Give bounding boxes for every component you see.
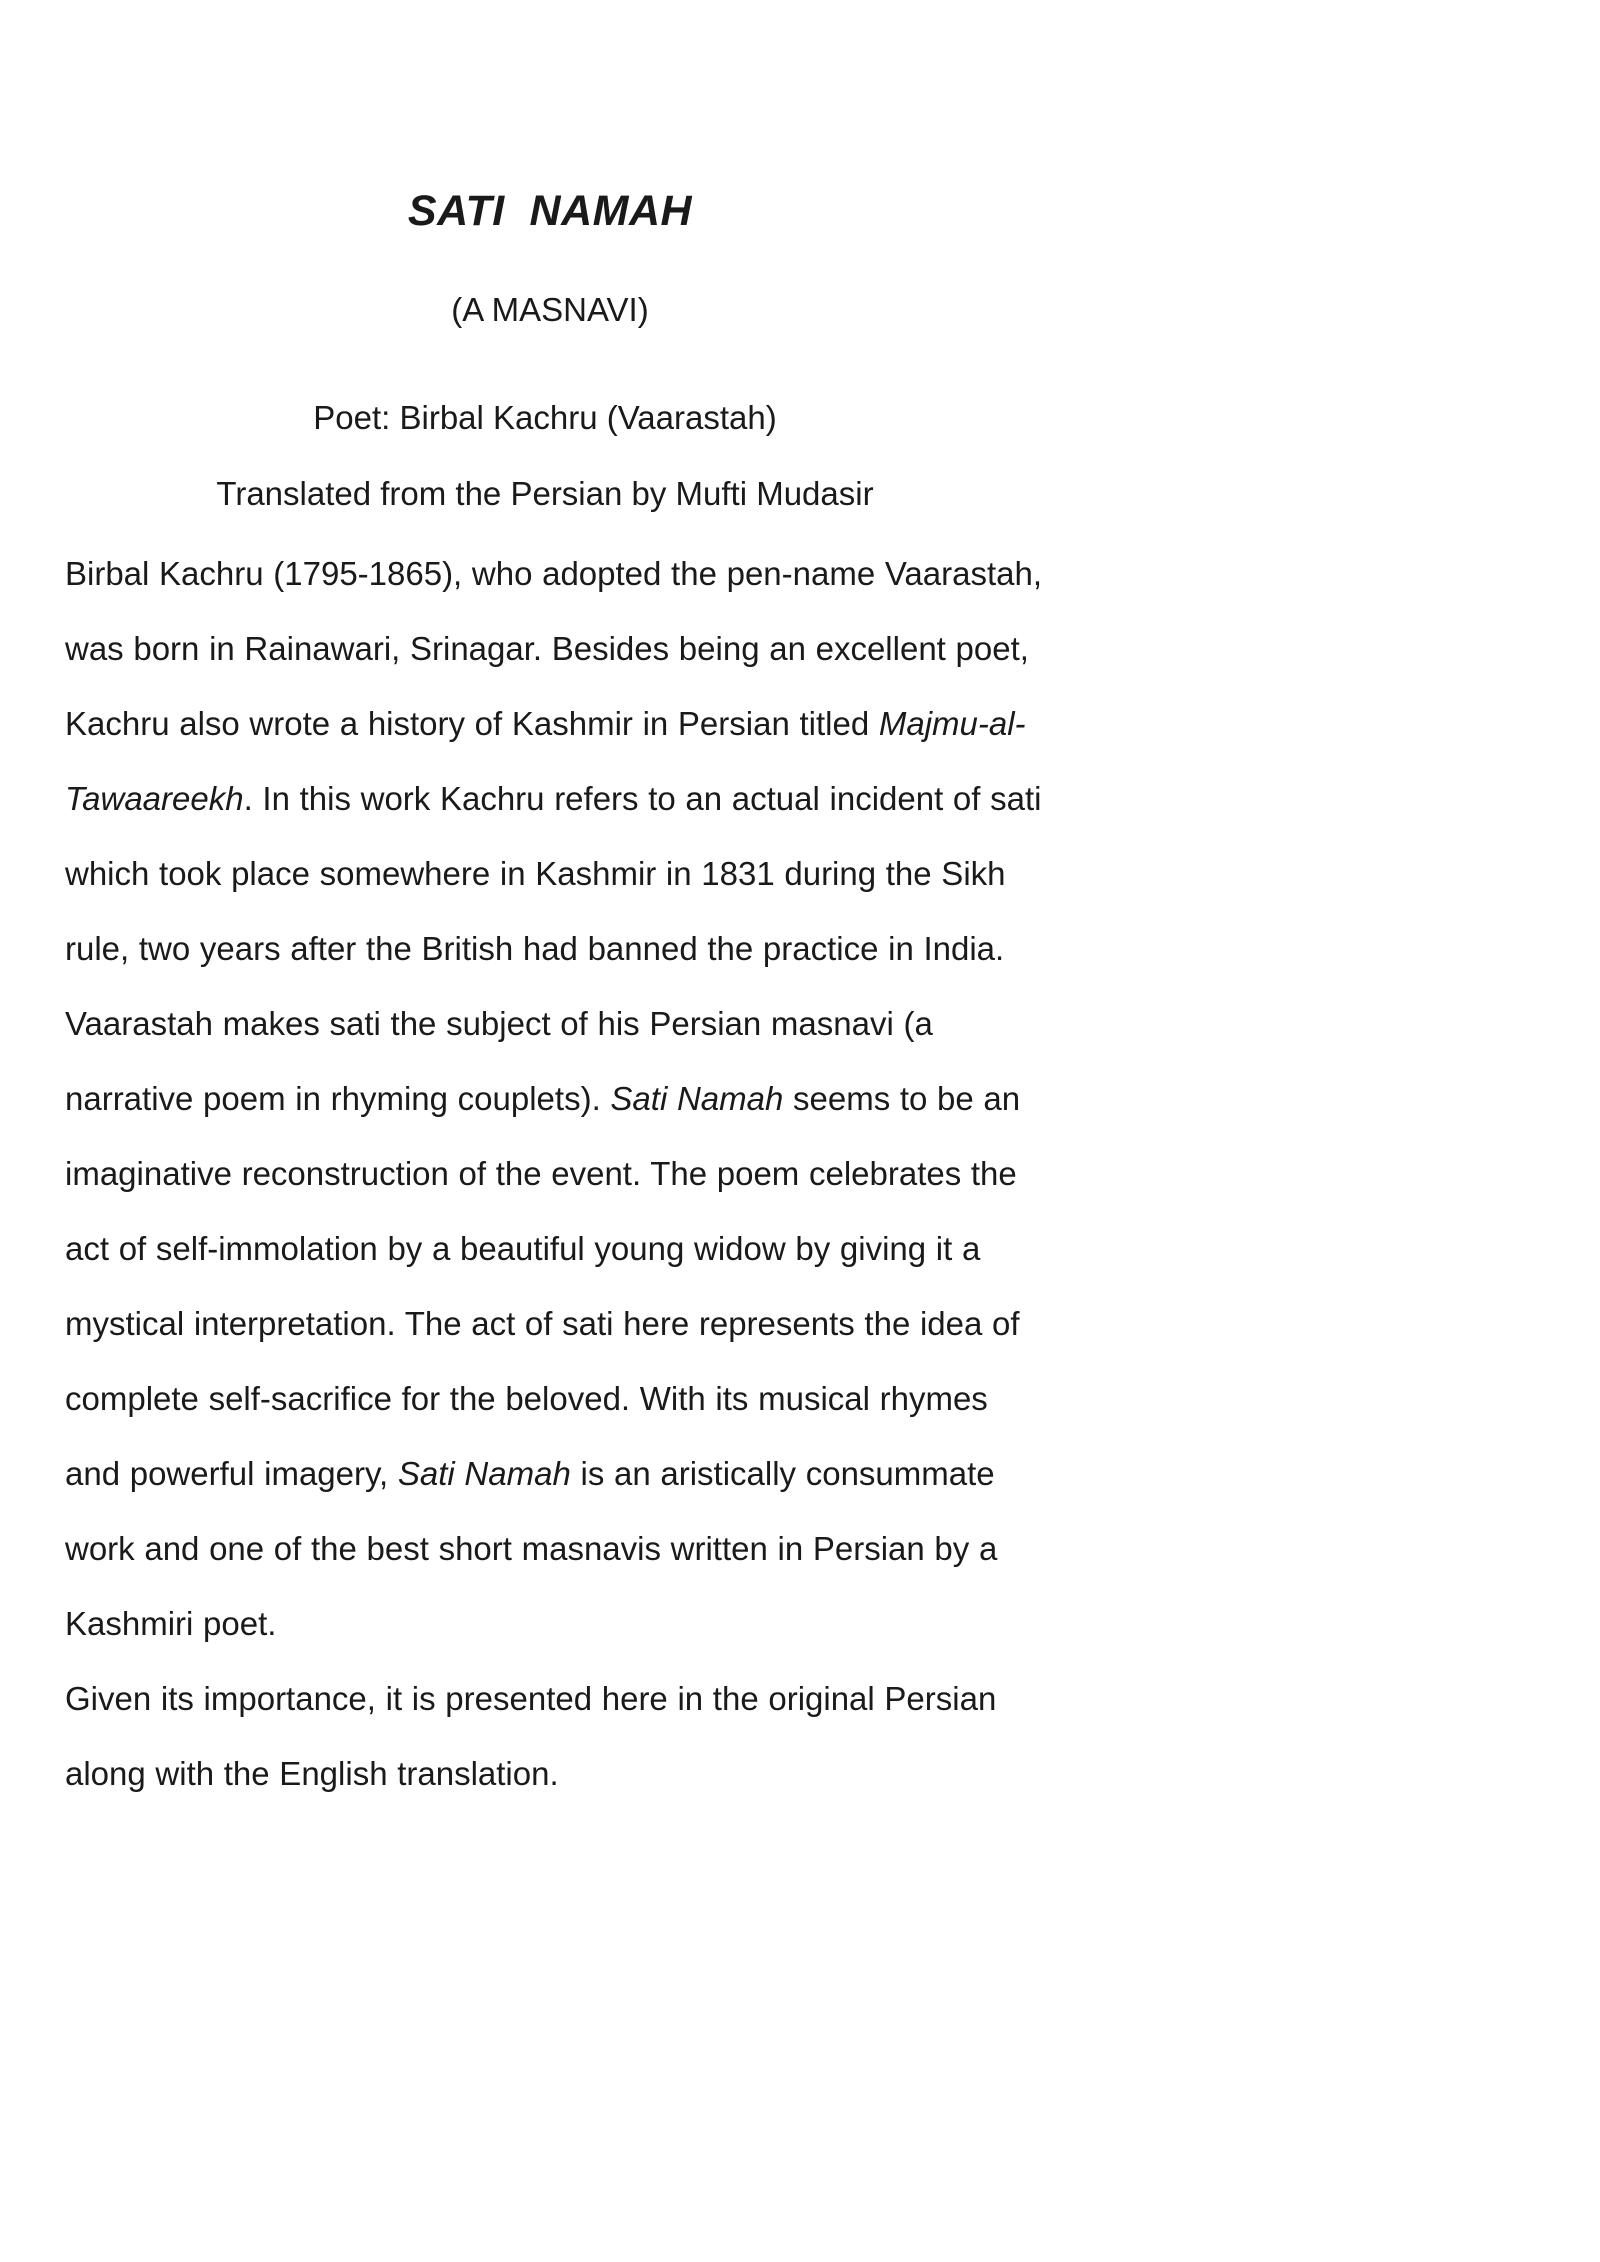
paragraph-run-3: seems to be an imaginative reconstruction of the event. The poem celebrates the act of self-immolation by a beautiful young widow by giving it a mystical interpretation. The act of sati here represents the idea of complete self-sacrifice for the beloved. With its musical rhymes and powerful imagery, [65, 1080, 1030, 1492]
title-block [0, 186, 1100, 329]
closing-paragraph: Given its importance, it is presented here in the original Persian along with the English translation. [65, 1680, 1006, 1792]
book-title-majmu-al-tawaareekh: Majmu-al-Tawaareekh [65, 705, 1026, 817]
paragraph-run-4: is an aristically consummate work and one of the best short masnavis written in Persian by a Kashmiri poet. [65, 1455, 1007, 1642]
page-subtitle: (A MASNAVI) [451, 290, 649, 328]
credits-block [0, 380, 1090, 532]
poem-title-sati-namah-second: Sati Namah [397, 1455, 571, 1492]
paragraph-run-1: Birbal Kachru (1795-1865), who adopted the pen-name Vaarastah, was born in Rainawari, Srinagar. Besides being an excellent poet, Kachru also wrote a history of Kashmir in Persian titled [65, 555, 1052, 742]
poem-title-sati-namah-first: Sati Namah [610, 1080, 784, 1117]
body-text [65, 536, 1052, 1811]
translator-credit: Translated from the Persian by Mufti Mudasir [216, 475, 874, 512]
paragraph-run-2: . In this work Kachru refers to an actual incident of sati which took place somewhere in Kashmir in 1831 during the Sikh rule, two years after the British had banned the practice in India. Vaarastah makes sati the subject of his Persian masnavi (a narrative poem in rhyming couplets). [65, 780, 1052, 1117]
intro-paragraph [65, 536, 1052, 1661]
poet-credit: Poet: Birbal Kachru (Vaarastah) [313, 399, 777, 436]
page-title: SATI NAMAH [407, 187, 693, 235]
